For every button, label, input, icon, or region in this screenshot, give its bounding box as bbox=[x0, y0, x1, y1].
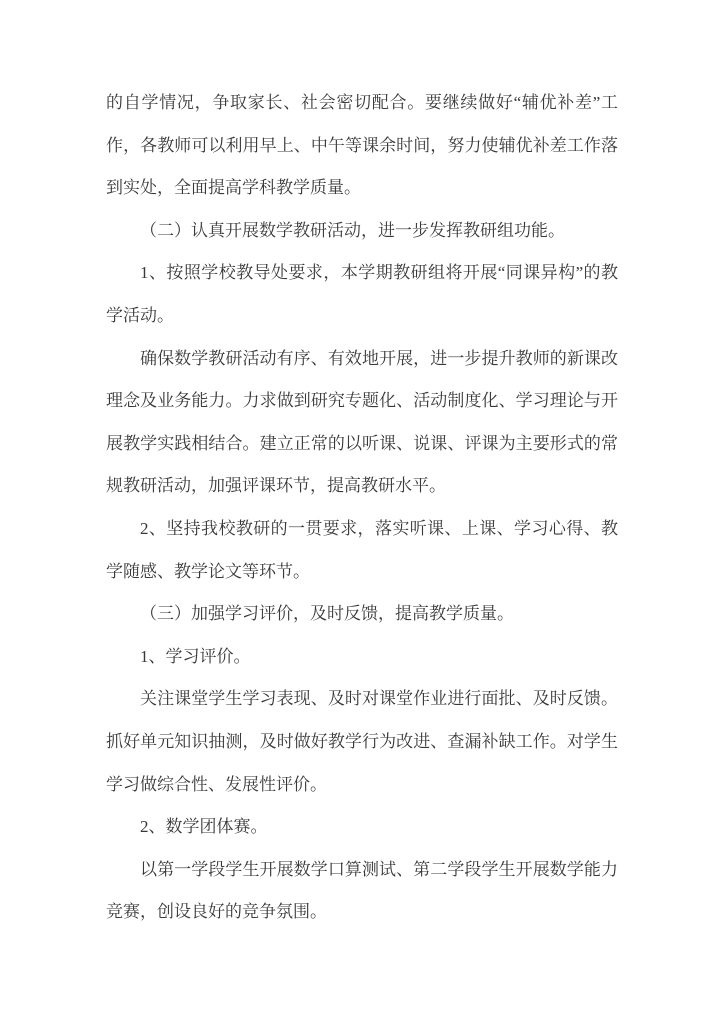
paragraph-8: 关注课堂学生学习表现、及时对课堂作业进行面批、及时反馈。抓好单元知识抽测，及时做好教学行为改进、查漏补缺工作。对学生学习做综合性、发展性评价。 bbox=[106, 689, 618, 794]
paragraph-6: （三）加强学习评价，及时反馈，提高教学质量。 bbox=[140, 604, 514, 624]
paragraph-10: 以第一学段学生开展数学口算测试、第二学段学生开展数学能力竞赛，创设良好的竞争氛围。 bbox=[106, 859, 618, 922]
paragraph-1: 的自学情况，争取家长、社会密切配合。要继续做好“辅优补差”工作，各教师可以利用早上、中午等课余时间，努力使辅优补差工作落到实处，全面提高学科教学质量。 bbox=[106, 93, 618, 198]
paragraph-5: 2、坚持我校教研的一贯要求，落实听课、上课、学习心得、教学随感、教学论文等环节。 bbox=[106, 518, 618, 581]
paragraph-7: 1、学习评价。 bbox=[140, 646, 251, 666]
paragraph-9: 2、数学团体赛。 bbox=[140, 817, 268, 837]
document-body bbox=[106, 82, 618, 934]
paragraph-4: 确保数学教研活动有序、有效地开展，进一步提升教师的新课改理念及业务能力。力求做到研究专题化、活动制度化、学习理论与开展教学实践相结合。建立正常的以听课、说课、评课为主要形式的常规教研活动，加强评课环节，提高教研水平。 bbox=[106, 348, 618, 496]
paragraph-3: 1、按照学校教导处要求，本学期教研组将开展“同课异构”的教学活动。 bbox=[106, 263, 618, 325]
paragraph-2: （二）认真开展数学教研活动，进一步发挥教研组功能。 bbox=[140, 220, 565, 240]
